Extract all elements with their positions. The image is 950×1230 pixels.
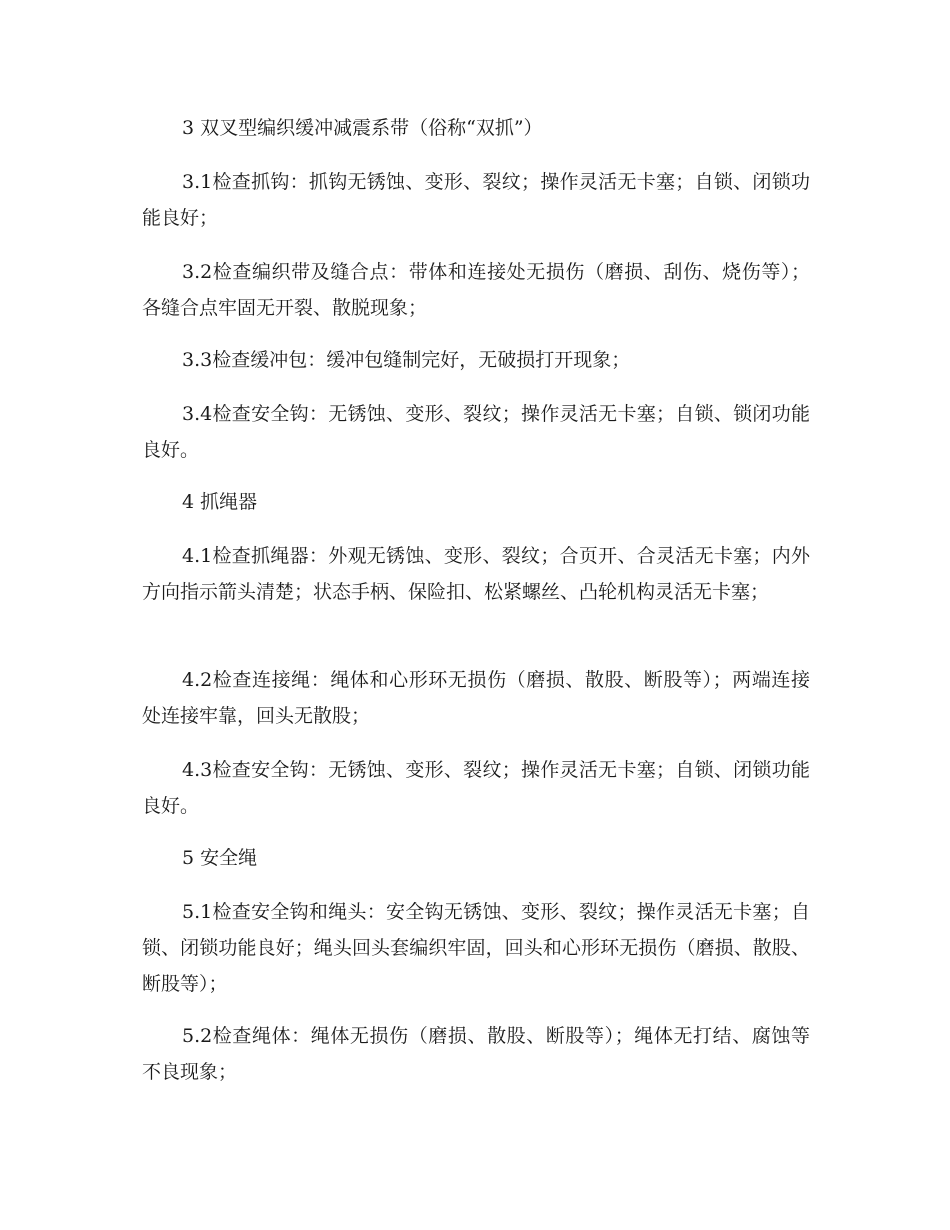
- paragraph-3-4: 3.4检查安全钩：无锈蚀、变形、裂纹；操作灵活无卡塞；自锁、锁闭功能良好。: [142, 403, 810, 461]
- heading-section-3: 3 双叉型编织缓冲减震系带（俗称“双抓”）: [182, 117, 543, 139]
- paragraph-4-1: 4.1检查抓绳器：外观无锈蚀、变形、裂纹；合页开、合灵活无卡塞；内外方向指示箭头清楚；状态手柄、保险扣、松紧螺丝、凸轮机构灵活无卡塞；: [142, 545, 810, 603]
- heading-section-4: 4 抓绳器: [182, 491, 258, 513]
- paragraph-3-2: 3.2检查编织带及缝合点：带体和连接处无损伤（磨损、刮伤、烧伤等）；各缝合点牢固无开裂、散脱现象；: [142, 261, 810, 319]
- paragraph-5-1: 5.1检查安全钩和绳头：安全钩无锈蚀、变形、裂纹；操作灵活无卡塞；自锁、闭锁功能良好；绳头回头套编织牢固，回头和心形环无损伤（磨损、散股、断股等）；: [142, 901, 810, 995]
- paragraph-4-3: 4.3检查安全钩：无锈蚀、变形、裂纹；操作灵活无卡塞；自锁、闭锁功能良好。: [142, 759, 810, 817]
- paragraph-3-3: 3.3检查缓冲包：缓冲包缝制完好，无破损打开现象；: [182, 349, 631, 371]
- heading-section-5: 5 安全绳: [182, 847, 258, 869]
- paragraph-3-1: 3.1检查抓钩：抓钩无锈蚀、变形、裂纹；操作灵活无卡塞；自锁、闭锁功能良好；: [142, 171, 810, 229]
- paragraph-5-2: 5.2检查绳体：绳体无损伤（磨损、散股、断股等）；绳体无打结、腐蚀等不良现象；: [142, 1025, 810, 1083]
- paragraph-4-2: 4.2检查连接绳：绳体和心形环无损伤（磨损、散股、断股等）；两端连接处连接牢靠，回头无散股；: [142, 669, 810, 727]
